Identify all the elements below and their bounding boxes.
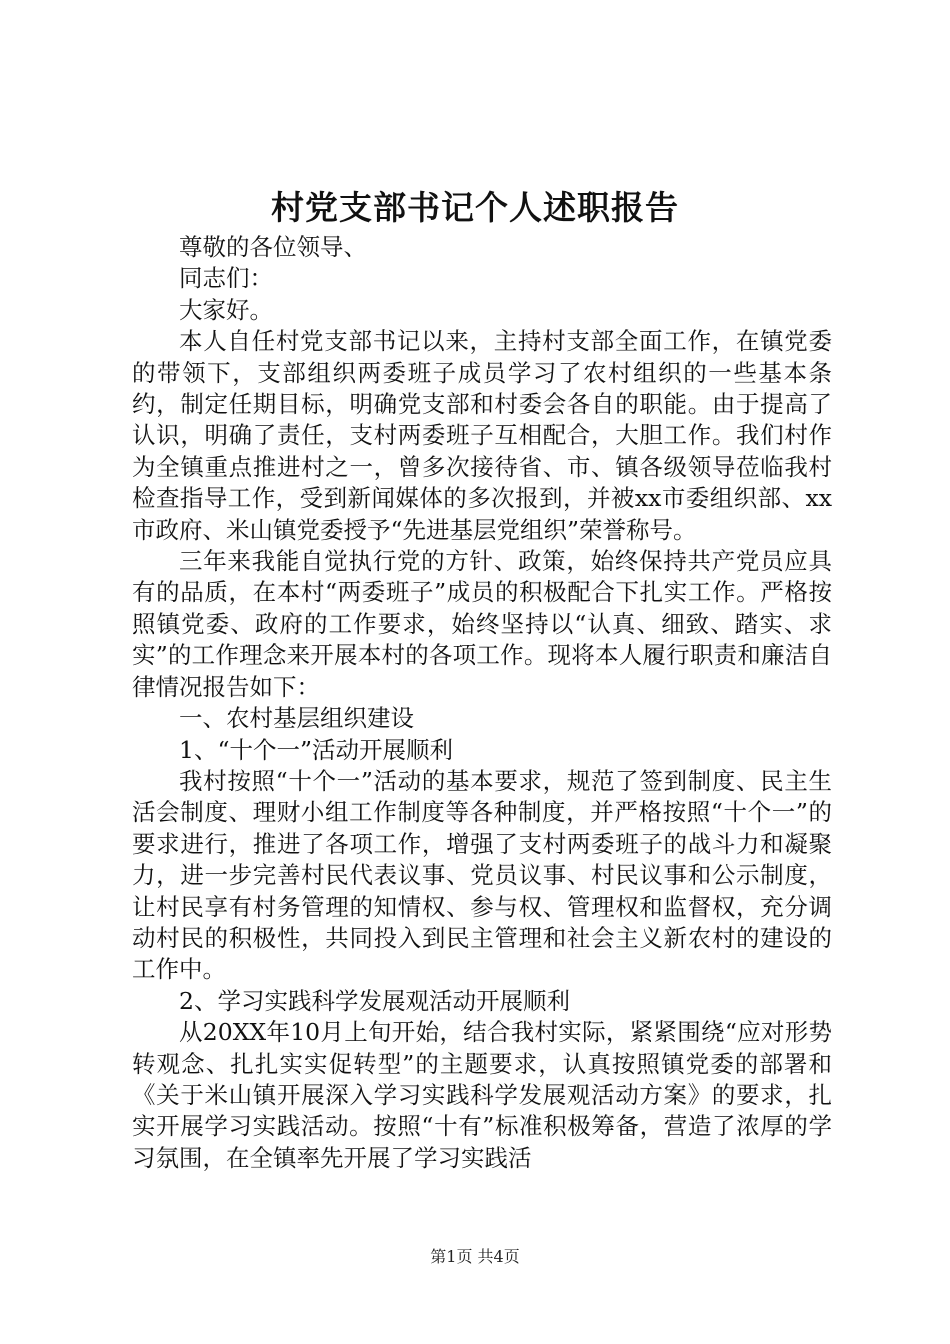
greeting-line: 大家好。 xyxy=(179,295,273,324)
body-paragraph: 三年来我能自觉执行党的方针、政策，始终保持共产党员应具有的品质，在本村“两委班子”成员的积极配合下扎实工作。严格按照镇党委、政府的工作要求，始终坚持以“认真、细致、踏实、求实”的工作理念来开展本村的各项工作。现将本人履行职责和廉洁自律情况报告如下： xyxy=(132,547,832,701)
document-title: 村党支部书记个人述职报告 xyxy=(271,188,679,227)
page-number-footer: 第1页 共4页 xyxy=(430,1247,520,1266)
salutation-line: 尊敬的各位领导、 xyxy=(179,233,367,261)
body-paragraph: 本人自任村党支部书记以来，主持村支部全面工作，在镇党委的带领下，支部组织两委班子成员学习了农村组织的一些基本条约，制定任期目标，明确党支部和村委会各自的职能。由于提高了认识，明确了责任，支村两委班子互相配合，大胆工作。我们村作为全镇重点推进村之一，曾多次接待省、市、镇各级领导莅临我村检查指导工作，受到新闻媒体的多次报到，并被xx市委组织部、xx市政府、米山镇党委授予“先进基层党组织”荣誉称号。 xyxy=(132,327,832,544)
body-paragraph: 我村按照“十个一”活动的基本要求，规范了签到制度、民主生活会制度、理财小组工作制度等各种制度，并严格按照“十个一”的要求进行，推进了各项工作，增强了支村两委班子的战斗力和凝聚力，进一步完善村民代表议事、党员议事、村民议事和公示制度，让村民享有村务管理的知情权、参与权、管理权和监督权，充分调动村民的积极性，共同投入到民主管理和社会主义新农村的建设的工作中。 xyxy=(132,766,832,984)
section-heading: 一、农村基层组织建设 xyxy=(179,704,414,733)
subsection-heading: 2、学习实践科学发展观活动开展顺利 xyxy=(179,986,570,1015)
subsection-heading: 1、“十个一”活动开展顺利 xyxy=(179,735,453,764)
body-paragraph: 从20XX年10月上旬开始，结合我村实际，紧紧围绕“应对形势转观念、扎扎实实促转型”的主题要求，认真按照镇党委的部署和《关于米山镇开展深入学习实践科学发展观活动方案》的要求，扎实开展学习实践活动。按照“十有”标准积极筹备，营造了浓厚的学习氛围，在全镇率先开展了学习实践活 xyxy=(132,1018,832,1172)
salutation-line: 同志们： xyxy=(179,264,273,293)
document-body xyxy=(132,232,832,1174)
